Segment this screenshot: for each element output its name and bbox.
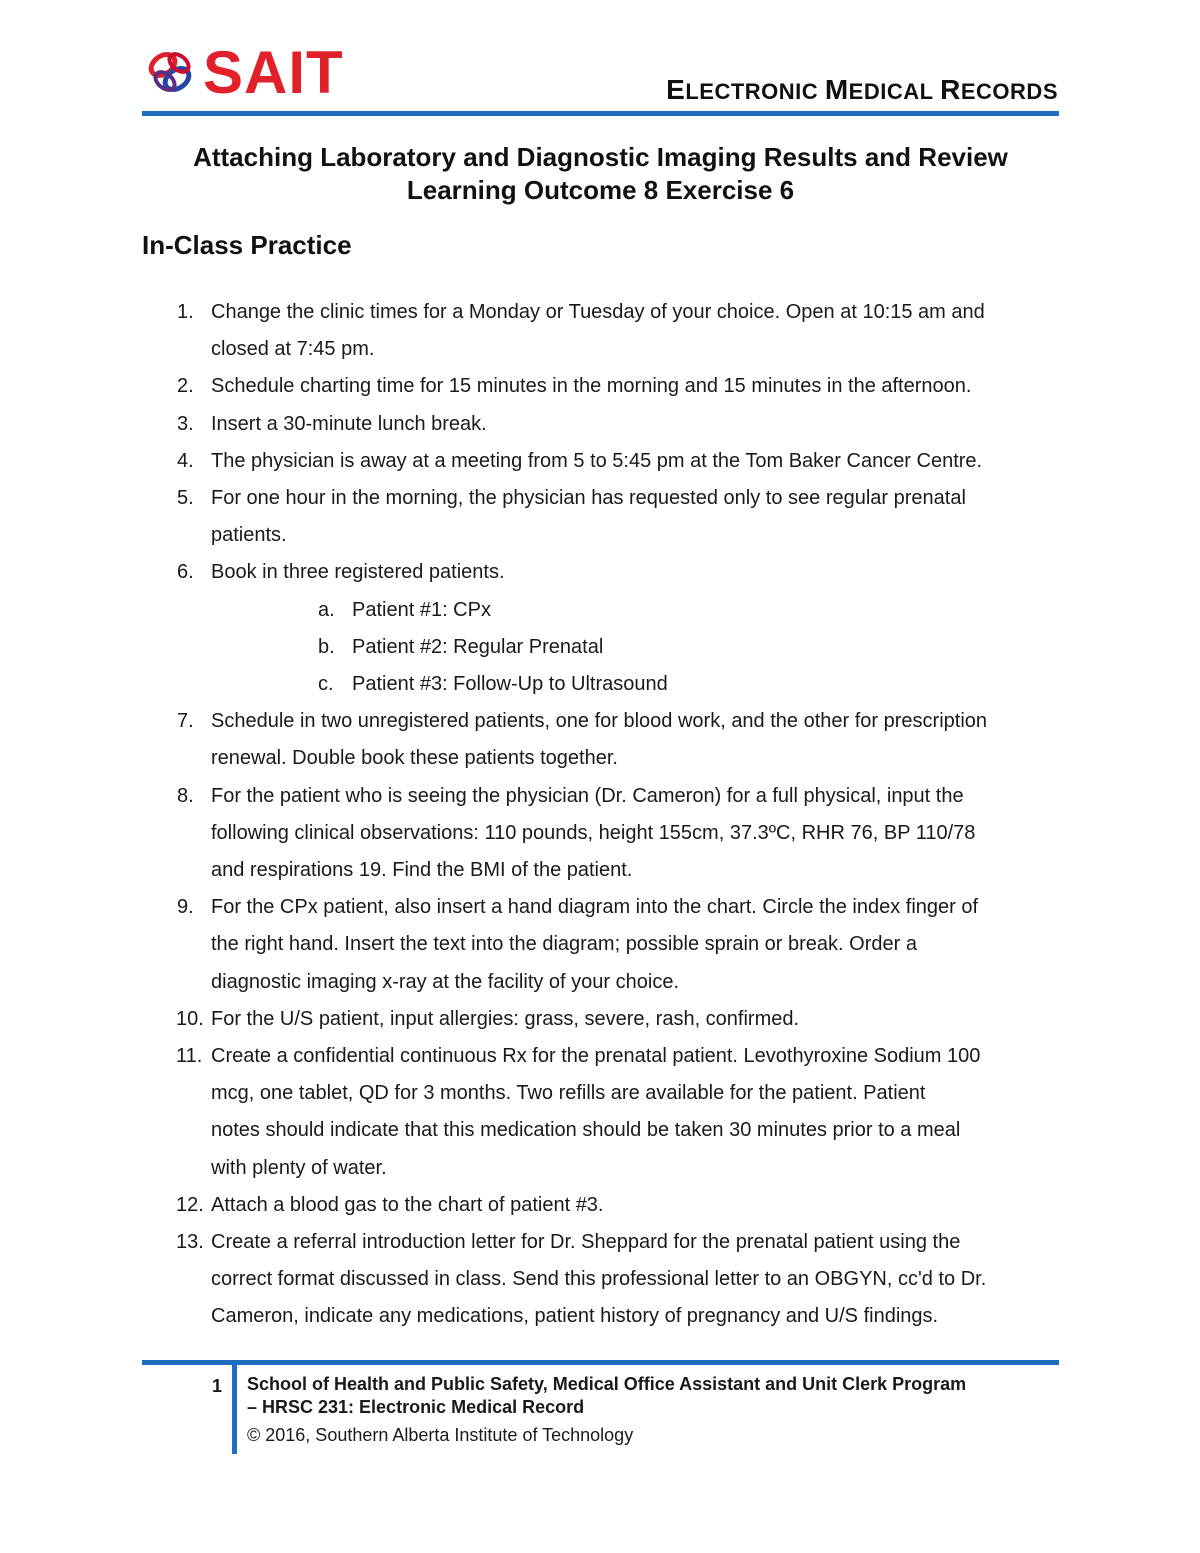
doc-title-rest: ECORDS (960, 79, 1058, 104)
footer-vertical-divider (232, 1360, 237, 1454)
list-item-text: and respirations 19. Find the BMI of the patient. (211, 859, 633, 881)
item-number: 7. (177, 710, 194, 733)
page-subtitle: Learning Outcome 8 Exercise 6 (406, 175, 795, 205)
sub-item-text: Patient #2: Regular Prenatal (352, 635, 604, 658)
item-number: 5. (177, 487, 194, 509)
item-number: 1. (177, 301, 194, 323)
doc-title-initial: E (666, 74, 686, 105)
list-item-text: Cameron, indicate any medications, patient history of pregnancy and U/S findings. (211, 1305, 939, 1328)
list-item-text: The physician is away at a meeting from 5 to 5:45 pm at the Tom Baker Cancer Centre. (211, 449, 983, 472)
item-number: 10. (176, 1007, 204, 1030)
list-item-text: For the CPx patient, also insert a hand diagram into the chart. Circle the index finger of (211, 896, 979, 919)
list-item-text: For the patient who is seeing the physician (Dr. Cameron) for a full physical, input the (211, 784, 964, 807)
list-item-text: with plenty of water. (211, 1156, 387, 1179)
page-title: Attaching Laboratory and Diagnostic Imaging Results and Review (193, 142, 1008, 172)
sub-item-text: Patient #3: Follow-Up to Ultrasound (352, 673, 668, 695)
doc-title-initial: R (940, 74, 961, 105)
list-item-text: diagnostic imaging x-ray at the facility of your choice. (211, 970, 679, 993)
sait-logo-mark-icon (143, 45, 199, 101)
list-item-text: notes should indicate that this medication should be taken 30 minutes prior to a meal (211, 1119, 961, 1142)
list-item-text: For one hour in the morning, the physician has requested only to see regular prenatal (211, 487, 966, 509)
list-item-text: Insert a 30-minute lunch break. (211, 412, 487, 435)
sub-item-text: Patient #1: CPx (352, 598, 491, 621)
item-number: 4. (177, 449, 194, 472)
doc-title-rest: LECTRONIC (685, 79, 825, 104)
footer-divider (142, 1360, 1059, 1365)
list-item-text: Book in three registered patients. (211, 561, 505, 584)
page-number: 1 (212, 1376, 223, 1396)
item-number: 11. (176, 1045, 203, 1067)
list-item-text: For the U/S patient, input allergies: grass, severe, rash, confirmed. (211, 1007, 800, 1030)
list-item-text: Schedule charting time for 15 minutes in the morning and 15 minutes in the afternoon. (211, 375, 972, 398)
list-item-text: patients. (211, 524, 287, 547)
sub-item-letter: b. (318, 635, 335, 658)
logo-text: SAIT (203, 39, 344, 106)
list-item-text: the right hand. Insert the text into the diagram; possible sprain or break. Order a (211, 933, 917, 956)
list-item-text: Schedule in two unregistered patients, one for blood work, and the other for prescription (211, 710, 988, 733)
list-item-text: following clinical observations: 110 pounds, height 155cm, 37.3ºC, RHR 76, BP 110/78 (211, 821, 976, 844)
list-item-text: Change the clinic times for a Monday or Tuesday of your choice. Open at 10:15 am and (211, 301, 985, 323)
item-number: 6. (177, 561, 194, 584)
sub-item-letter: a. (318, 598, 335, 621)
list-item-text: correct format discussed in class. Send this professional letter to an OBGYN, cc'd to Dr. (211, 1268, 987, 1291)
item-number: 2. (177, 375, 194, 398)
header-divider (142, 111, 1059, 116)
doc-title-initial: M (824, 74, 849, 105)
footer-course: – HRSC 231: Electronic Medical Record (247, 1397, 585, 1417)
list-item-text: closed at 7:45 pm. (211, 338, 375, 361)
item-number: 9. (177, 896, 194, 919)
footer-copyright: © 2016, Southern Alberta Institute of Technology (247, 1425, 634, 1445)
section-heading: In-Class Practice (142, 230, 352, 260)
sub-item-letter: c. (318, 673, 334, 695)
footer-program: School of Health and Public Safety, Medical Office Assistant and Unit Clerk Program (247, 1374, 967, 1394)
item-number: 3. (177, 412, 194, 435)
list-item-text: mcg, one tablet, QD for 3 months. Two refills are available for the patient. Patient (211, 1082, 926, 1105)
list-item-text: Create a referral introduction letter for Dr. Sheppard for the prenatal patient using the (211, 1231, 961, 1253)
item-number: 8. (177, 784, 194, 807)
item-number: 12. (176, 1193, 204, 1216)
list-item-text: Attach a blood gas to the chart of patient #3. (211, 1193, 604, 1216)
item-number: 13. (176, 1231, 204, 1253)
sait-logo (143, 39, 344, 106)
list-item-text: Create a confidential continuous Rx for the prenatal patient. Levothyroxine Sodium 100 (211, 1045, 981, 1067)
list-item-text: renewal. Double book these patients together. (211, 747, 618, 770)
document-header-title (666, 74, 1058, 106)
doc-title-rest: EDICAL (848, 79, 941, 104)
